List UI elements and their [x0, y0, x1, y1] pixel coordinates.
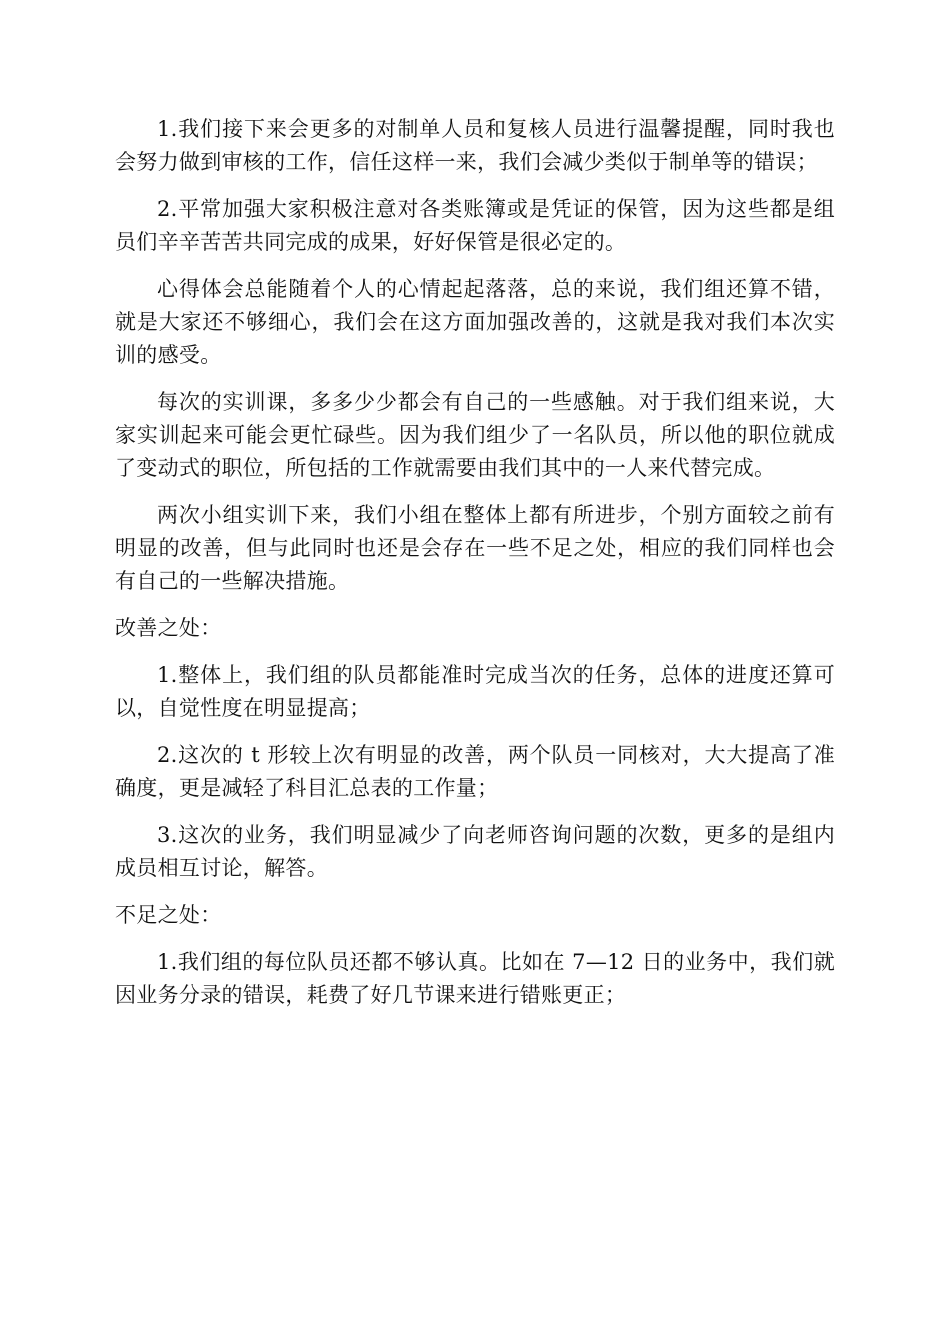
- paragraph-safekeeping: 2.平常加强大家积极注意对各类账簿或是凭证的保管，因为这些都是组员们辛辛苦苦共同完成的成果，好好保管是很必定的。: [115, 197, 835, 254]
- paragraph-progress: 两次小组实训下来，我们小组在整体上都有所进步，个别方面较之前有明显的改善，但与此同时也还是会存在一些不足之处，相应的我们同样也会有自己的一些解决措施。: [115, 503, 835, 593]
- paragraph-training-feelings: 每次的实训课，多多少少都会有自己的一些感触。对于我们组来说，大家实训起来可能会更忙碌些。因为我们组少了一名队员，所以他的职位就成了变动式的职位，所包括的工作就需要由我们其中的一人来代替完成。: [115, 390, 835, 480]
- list-item-shortcoming-1: 1.我们组的每位队员还都不够认真。比如在 7—12 日的业务中，我们就因业务分录的错误，耗费了好几节课来进行错账更正；: [115, 950, 835, 1007]
- list-item-improvement-3: 3.这次的业务，我们明显减少了向老师咨询问题的次数，更多的是组内成员相互讨论，解答。: [115, 823, 835, 880]
- list-item-improvement-2: 2.这次的 t 形较上次有明显的改善，两个队员一同核对，大大提高了准确度，更是减轻了科目汇总表的工作量；: [115, 743, 835, 800]
- paragraph-reflection: 心得体会总能随着个人的心情起起落落，总的来说，我们组还算不错，就是大家还不够细心，我们会在这方面加强改善的，这就是我对我们本次实训的感受。: [115, 277, 835, 367]
- heading-shortcomings: 不足之处：: [115, 903, 222, 927]
- document-body: [115, 113, 835, 1026]
- heading-improvements: 改善之处：: [115, 616, 222, 640]
- paragraph-reminder: 1.我们接下来会更多的对制单人员和复核人员进行温馨提醒，同时我也会努力做到审核的工作，信任这样一来，我们会减少类似于制单等的错误；: [115, 117, 835, 174]
- list-item-improvement-1: 1.整体上，我们组的队员都能准时完成当次的任务，总体的进度还算可以，自觉性度在明显提高；: [115, 663, 835, 720]
